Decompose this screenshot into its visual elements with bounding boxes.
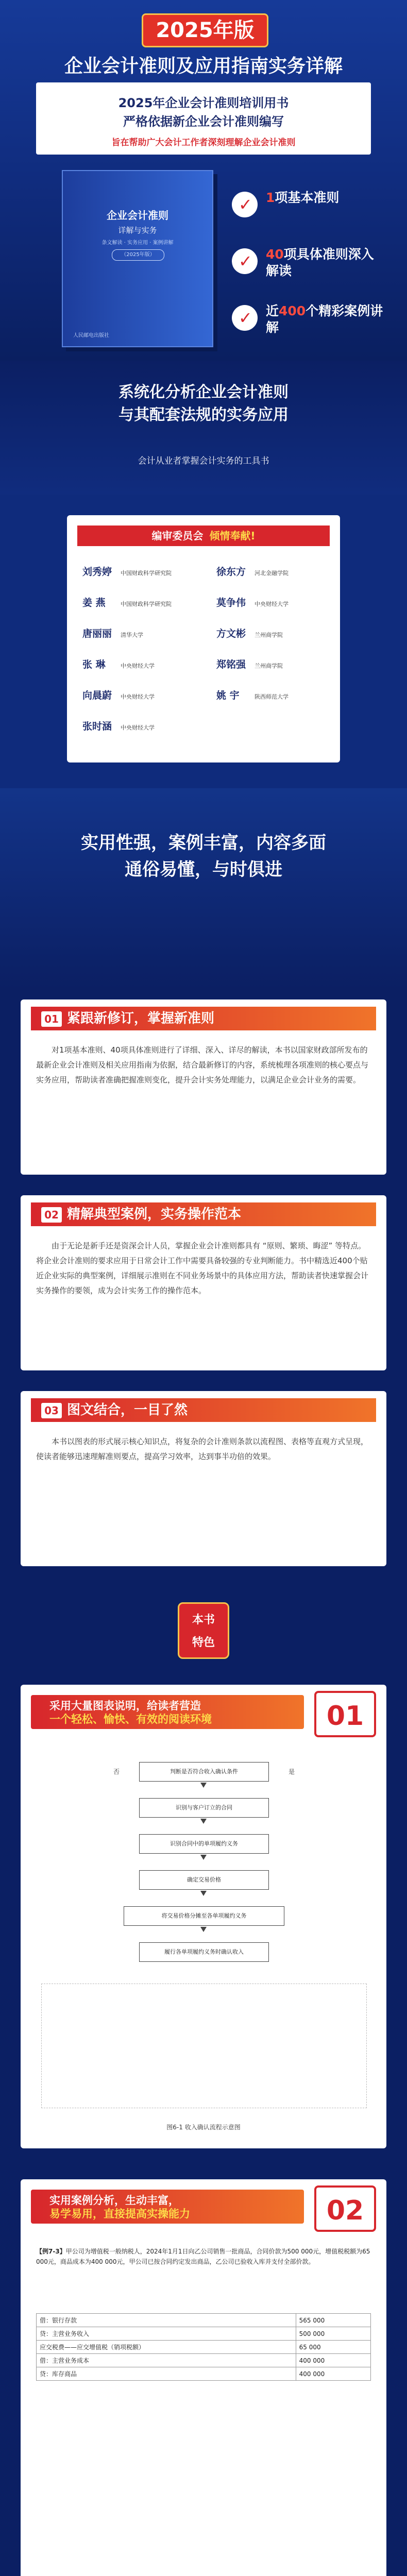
flow-no-label: 否 — [113, 1768, 120, 1775]
member-name: 张时涵 — [82, 721, 112, 732]
member-item — [82, 685, 155, 706]
member-affil: 中国财政科学研究院 — [121, 601, 172, 607]
practical-section — [0, 788, 407, 989]
member-affil: 中央财经大学 — [255, 601, 289, 607]
flow-node: 履行各单项履约义务时确认收入 — [139, 1942, 269, 1962]
member-name: 张 琳 — [82, 659, 106, 670]
hero-info-card — [36, 82, 371, 155]
book-cover-publisher: 人民邮电出版社 — [73, 333, 109, 338]
flow-arrow — [200, 1783, 207, 1788]
member-name: 向晨蔚 — [82, 690, 112, 701]
flow-node: 识别合同中的单项履约义务 — [139, 1834, 269, 1854]
member-item — [82, 562, 172, 582]
committee-head-text: 编审委员会 — [151, 530, 204, 542]
member-affil: 河北金融学院 — [255, 570, 289, 577]
case-paragraph — [36, 2246, 371, 2267]
practical-title — [0, 829, 407, 883]
member-name: 徐东方 — [216, 566, 246, 578]
flowchart-caption: 图6-1 收入确认流程示意图 — [166, 2124, 241, 2131]
hero-card-line2: 严格依据新企业会计准则编写 — [123, 114, 284, 129]
member-affil: 陕西师范大学 — [255, 693, 289, 700]
practical-line1: 实用性强，案例丰富，内容多面 — [81, 833, 326, 853]
feature-card-title: 图文结合，一目了然 — [67, 1402, 188, 1418]
committee-card — [67, 515, 340, 762]
badge-line1: 本书 — [192, 1614, 215, 1626]
feature-card-number: 03 — [41, 1403, 62, 1418]
journal-entry-table — [36, 2313, 371, 2381]
features-badge-section — [0, 1587, 407, 1680]
flow-node: 判断是否符合收入确认条件 — [139, 1762, 269, 1782]
member-name: 方文彬 — [216, 628, 246, 639]
member-item — [216, 623, 283, 644]
feature-card-title: 精解典型案例，实务操作范本 — [67, 1207, 242, 1222]
member-item — [216, 654, 283, 675]
book-cover-subtitle: 详解与实务 — [118, 226, 157, 235]
hero-feature-2 — [232, 242, 386, 283]
feature-card — [21, 1195, 386, 1370]
feature-text: 个精彩案例讲解 — [266, 303, 383, 335]
illustration-flowchart — [21, 1685, 386, 2148]
hero-feature-1 — [232, 185, 386, 227]
illustration-title-bar — [31, 2190, 304, 2224]
member-name: 唐丽丽 — [82, 628, 112, 639]
case-label: 【例7-3】 — [36, 2248, 66, 2255]
feature-number: 40 — [266, 247, 284, 262]
member-name: 姜 燕 — [82, 597, 106, 608]
member-affil: 中央财经大学 — [121, 663, 155, 669]
features-badge — [178, 1602, 229, 1659]
feature-card — [21, 1391, 386, 1566]
member-item — [216, 592, 289, 613]
table-row: 借：主营业务成本 400 000 — [37, 2354, 371, 2367]
feature-card-header — [31, 1398, 376, 1422]
system-section — [0, 361, 407, 495]
feature-text: 项具体准则深入解读 — [266, 247, 374, 278]
member-item — [216, 685, 289, 706]
member-name: 郑铭强 — [216, 659, 246, 670]
book-cover-edition: （2025年版） — [112, 249, 164, 261]
feature-card-body: 对1项基本准则、40项具体准则进行了详细、深入、详尽的解读，本书以国家财政部所发布的最新企业会计准则及相关应用指南为依据，结合最新修订的内容，系统梳理各项准则的核心要点与实务应用，帮助读者准确把握准则变化，提升会计实务处理能力，以满足企业会计业务的需要。 — [36, 1045, 369, 1084]
feature-card-body: 本书以图表的形式展示核心知识点，将复杂的会计准则条款以流程图、表格等直观方式呈现，使读者能够迅速理解准则要点，提高学习效率，达到事半功倍的效果。 — [36, 1437, 369, 1461]
hero-feature-3 — [232, 299, 386, 340]
flow-yes-label: 是 — [289, 1768, 295, 1775]
check-icon — [232, 305, 258, 331]
illustration-title: 实用案例分析，生动丰富， — [49, 2194, 179, 2207]
flow-node: 识别与客户订立的合同 — [139, 1798, 269, 1818]
member-item — [82, 623, 143, 644]
feature-cards-section — [0, 989, 407, 1587]
table-row: 贷：主营业务收入 500 000 — [37, 2327, 371, 2341]
table-row: 贷：库存商品 400 000 — [37, 2367, 371, 2381]
member-affil: 中国财政科学研究院 — [121, 570, 172, 577]
feature-text: 项基本准则 — [275, 190, 340, 205]
member-affil: 中央财经大学 — [121, 724, 155, 731]
member-name: 刘秀婷 — [82, 566, 112, 578]
illustration-title: 采用大量图表说明，给读者营造 — [49, 1700, 201, 1712]
flowchart-detail-area — [41, 1984, 367, 2108]
illustration-title-bar — [31, 1695, 304, 1729]
badge-line2: 特色 — [192, 1636, 215, 1649]
year-badge: 2025年版 — [142, 13, 268, 47]
book-cover-small: 条文解读 · 实务应用 · 案例讲解 — [101, 240, 174, 246]
flow-node: 确定交易价格 — [139, 1870, 269, 1890]
case-text: 甲公司为增值税一般纳税人，2024年1月1日向乙公司销售一批商品，合同价款为500 000元，增值税税额为65 000元，商品成本为400 000元，甲公司已按合同约定发出商品，乙公司已验收入库并支付全部价款。 — [36, 2248, 370, 2265]
flow-arrow — [200, 1891, 207, 1896]
feature-prefix: 近 — [266, 303, 279, 318]
feature-card-number: 01 — [41, 1011, 62, 1027]
feature-card-body: 由于无论是新手还是资深会计人员，掌握企业会计准则都具有 “原则、繁琐、晦涩” 等特点。将企业会计准则的要求应用于日常会计工作中需要具备较强的专业判断能力。书中精选近400个贴近企业实际的典型案例，详细展示准则在不同业务场景中的具体应用方法，帮助读者快速掌握会计实务操作的要领，成为会计实务工作的操作范本。 — [36, 1241, 369, 1295]
feature-card-title: 紧跟新修订，掌握新准则 — [67, 1011, 215, 1026]
feature-card-header — [31, 1007, 376, 1030]
member-affil: 中央财经大学 — [121, 693, 155, 700]
flow-node: 将交易价格分摊至各单项履约义务 — [124, 1906, 284, 1926]
table-row: 应交税费——应交增值税（销项税额） 65 000 — [37, 2341, 371, 2354]
hero-section — [0, 0, 407, 361]
system-title-line2: 与其配套法规的实务应用 — [118, 406, 289, 424]
illustration-case — [21, 2179, 386, 2576]
hero-title: 企业会计准则及应用指南实务详解 — [64, 56, 343, 77]
hero-card-sub: 旨在帮助广大会计工作者深刻理解企业会计准则 — [111, 138, 296, 148]
system-title-line1: 系统化分析企业会计准则 — [118, 383, 289, 401]
feature-number: 1 — [266, 190, 275, 205]
flow-arrow — [200, 1819, 207, 1824]
member-affil: 清华大学 — [121, 632, 143, 638]
check-icon — [232, 248, 258, 274]
member-item — [216, 562, 289, 582]
member-affil: 兰州商学院 — [255, 632, 283, 638]
table-row: 借：银行存款 565 000 — [37, 2314, 371, 2327]
system-title — [0, 381, 407, 427]
feature-card-header — [31, 1202, 376, 1226]
committee-section — [0, 495, 407, 788]
committee-head-highlight: 倾情奉献! — [209, 530, 256, 542]
member-item — [82, 654, 155, 675]
feature-card-number: 02 — [41, 1207, 62, 1223]
feature-number: 400 — [279, 303, 306, 318]
member-name: 姚 宇 — [216, 690, 240, 701]
committee-header — [77, 526, 330, 546]
feature-card — [21, 999, 386, 1175]
system-subtitle: 会计从业者掌握会计实务的工具书 — [138, 456, 269, 466]
member-affil: 兰州商学院 — [255, 663, 283, 669]
check-icon — [232, 192, 258, 217]
illustration-title-highlight: 一个轻松、愉快、有效的阅读环境 — [49, 1713, 212, 1725]
member-name: 莫争伟 — [216, 597, 246, 608]
hero-card-line1: 2025年企业会计准则培训用书 — [118, 96, 289, 110]
member-item — [82, 592, 172, 613]
illustration-number: 01 — [314, 1691, 376, 1737]
book-cover-title: 企业会计准则 — [107, 209, 168, 222]
practical-line2: 通俗易懂，与时俱进 — [125, 859, 282, 880]
flow-arrow — [200, 1855, 207, 1860]
flow-arrow — [200, 1927, 207, 1932]
book-cover — [62, 170, 213, 347]
member-item — [82, 716, 155, 737]
illustration-number: 02 — [314, 2185, 376, 2232]
illustration-title-highlight: 易学易用，直接提高实操能力 — [49, 2208, 190, 2220]
